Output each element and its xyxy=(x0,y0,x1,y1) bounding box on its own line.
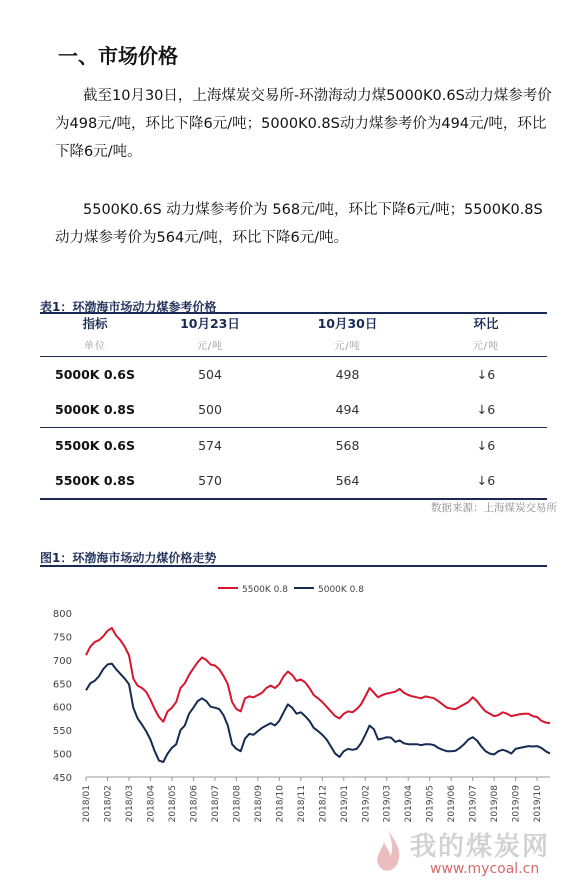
watermark-url: www.mycoal.cn xyxy=(430,861,540,877)
x-tick-label: 2019/09 xyxy=(511,785,522,823)
y-tick-label: 550 xyxy=(52,726,72,738)
x-tick-label: 2018/03 xyxy=(124,785,135,823)
down-arrow-icon: ↓ xyxy=(476,473,488,488)
legend-label: 5000K 0.8 xyxy=(318,585,364,595)
row-curr: 568 xyxy=(335,438,360,453)
row-curr: 494 xyxy=(335,402,360,417)
row-prev: 574 xyxy=(198,438,222,453)
row-curr: 498 xyxy=(335,367,360,382)
x-tick-label: 2018/12 xyxy=(318,785,329,823)
header-change: 环比 xyxy=(473,316,499,331)
x-tick-label: 2018/09 xyxy=(253,785,264,823)
figure-caption: 图1：环渤海市场动力煤价格走势 xyxy=(40,551,217,565)
down-arrow-icon: ↓ xyxy=(476,438,488,453)
legend-label: 5500K 0.8 xyxy=(242,585,288,595)
x-tick-label: 2019/10 xyxy=(533,785,544,823)
y-tick-label: 750 xyxy=(52,632,72,644)
paragraph-2: 5500K0.6S 动力煤参考价为 568元/吨，环比下降6元/吨；5500K0.8S动力煤参考价为564元/吨，环比下降6元/吨。 xyxy=(55,202,543,246)
x-tick-label: 2019/07 xyxy=(468,785,479,823)
table-header-row xyxy=(40,313,547,333)
x-tick-label: 2018/04 xyxy=(146,785,157,823)
row-name: 5500K 0.6S xyxy=(55,438,135,453)
figure-top-rule xyxy=(40,565,547,567)
table-row xyxy=(40,463,547,499)
y-tick-label: 700 xyxy=(52,655,72,667)
header-oct23: 10月23日 xyxy=(180,316,240,331)
watermark-title: 我的煤炭网 xyxy=(410,832,551,862)
table-unit-row xyxy=(40,333,547,357)
paragraph-1: 截至10月30日，上海煤炭交易所-环渤海动力煤5000K0.6S动力煤参考价为498元/吨，环比下降6元/吨；5000K0.8S动力煤参考价为494元/吨，环比下降6元/吨。 xyxy=(55,88,552,160)
down-arrow-icon: ↓ xyxy=(476,402,488,417)
y-tick-label: 650 xyxy=(52,679,72,691)
header-indicator: 指标 xyxy=(82,316,108,331)
unit-oct30: 元/吨 xyxy=(334,341,361,352)
row-prev: 570 xyxy=(198,473,222,488)
section-title: 一、市场价格 xyxy=(58,44,178,68)
row-change-value: 6 xyxy=(487,473,496,488)
unit-change: 元/吨 xyxy=(472,341,500,352)
y-tick-label: 600 xyxy=(52,702,72,714)
x-tick-label: 2018/07 xyxy=(210,785,221,823)
table-source: 数据来源：上海煤炭交易所 xyxy=(431,502,557,514)
price-trend-chart xyxy=(0,575,587,840)
row-name: 5500K 0.8S xyxy=(55,473,135,488)
table-row xyxy=(40,428,547,464)
x-tick-label: 2019/03 xyxy=(382,785,393,823)
header-oct30: 10月30日 xyxy=(317,316,378,331)
row-prev: 504 xyxy=(198,367,222,382)
row-change-value: 6 xyxy=(487,438,496,453)
row-change xyxy=(425,463,547,499)
x-tick-label: 2019/08 xyxy=(490,785,501,823)
x-tick-label: 2019/04 xyxy=(404,785,415,823)
x-tick-label: 2019/01 xyxy=(339,785,350,823)
row-prev: 500 xyxy=(198,402,222,417)
row-change xyxy=(425,357,547,393)
price-table xyxy=(40,313,547,500)
y-tick-label: 450 xyxy=(52,773,72,784)
x-tick-label: 2018/10 xyxy=(275,785,286,823)
table-row xyxy=(40,392,547,428)
row-curr: 564 xyxy=(335,473,360,488)
series-line-5500k xyxy=(86,628,550,723)
x-tick-label: 2018/11 xyxy=(296,785,307,823)
row-change xyxy=(425,428,547,464)
x-tick-label: 2019/05 xyxy=(425,785,436,823)
y-tick-label: 500 xyxy=(52,749,72,761)
down-arrow-icon: ↓ xyxy=(476,367,488,382)
y-tick-label: 800 xyxy=(52,609,72,620)
table-caption: 表1：环渤海市场动力煤参考价格 xyxy=(40,300,217,314)
flame-logo-icon xyxy=(370,828,406,878)
row-change xyxy=(425,392,547,428)
table-row xyxy=(40,357,547,393)
x-tick-label: 2018/08 xyxy=(232,785,243,823)
x-tick-label: 2018/05 xyxy=(167,785,178,823)
x-tick-label: 2019/02 xyxy=(361,785,372,823)
row-change-value: 6 xyxy=(487,367,496,382)
row-name: 5000K 0.6S xyxy=(55,367,135,382)
x-tick-label: 2018/02 xyxy=(103,785,114,823)
row-name: 5000K 0.8S xyxy=(55,402,135,417)
x-tick-label: 2018/06 xyxy=(189,785,200,823)
unit-indicator: 单位 xyxy=(84,341,106,352)
unit-oct23: 元/吨 xyxy=(196,341,224,352)
x-tick-label: 2019/06 xyxy=(447,785,458,823)
watermark xyxy=(370,826,580,886)
x-tick-label: 2018/01 xyxy=(82,785,92,823)
row-change-value: 6 xyxy=(487,402,496,417)
